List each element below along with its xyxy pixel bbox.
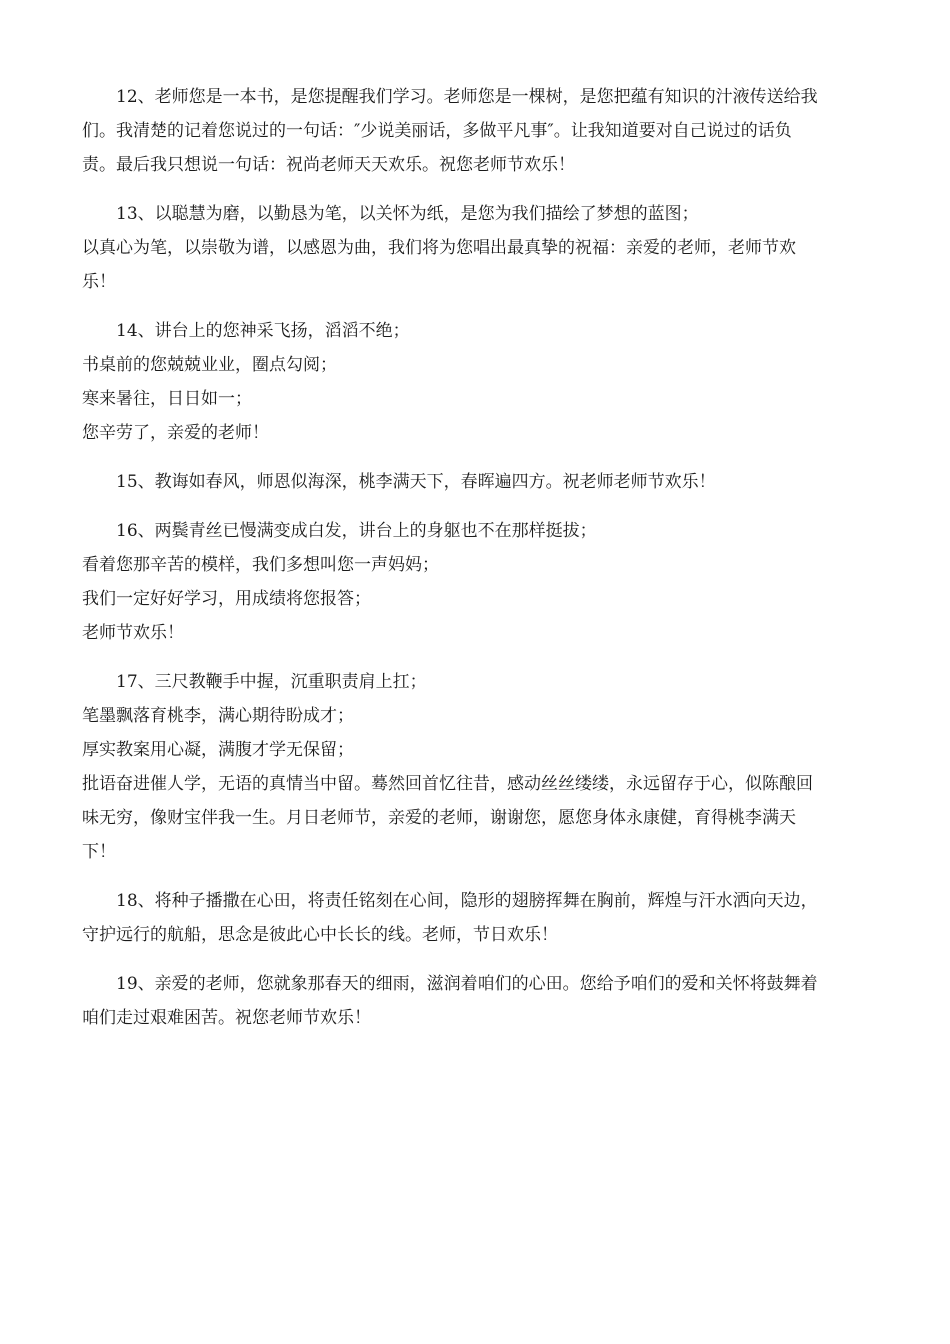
paragraph-line: 守护远行的航船，思念是彼此心中长长的线。老师，节日欢乐！ bbox=[82, 925, 558, 945]
paragraph-line: 寒来暑往，日日如一； bbox=[82, 389, 252, 409]
paragraph-19 bbox=[82, 967, 862, 1035]
paragraph-line: 15、教诲如春风，师恩似海深，桃李满天下，春晖遍四方。祝老师老师节欢乐！ bbox=[116, 472, 716, 492]
paragraph-line: 批语奋进催人学，无语的真情当中留。蓦然回首忆往昔，感动丝丝缕缕，永远留存于心，似陈酿回 bbox=[82, 774, 813, 794]
paragraph-line: 您辛劳了，亲爱的老师！ bbox=[82, 423, 269, 443]
paragraph-15 bbox=[82, 465, 862, 499]
paragraph-line: 乐！ bbox=[82, 272, 116, 292]
paragraph-line: 16、两鬓青丝已慢满变成白发，讲台上的身躯也不在那样挺拔； bbox=[116, 521, 597, 541]
paragraph-line: 老师节欢乐！ bbox=[82, 623, 184, 643]
paragraph-line: 17、三尺教鞭手中握，沉重职责肩上扛； bbox=[116, 672, 427, 692]
paragraph-line: 我们一定好好学习，用成绩将您报答； bbox=[82, 589, 371, 609]
paragraph-line: 以真心为笔，以崇敬为谱，以感恩为曲，我们将为您唱出最真挚的祝福：亲爱的老师，老师节欢 bbox=[82, 238, 796, 258]
paragraph-line: 18、将种子播撒在心田，将责任铭刻在心间，隐形的翅膀挥舞在胸前，辉煌与汗水洒向天边， bbox=[116, 891, 818, 911]
paragraph-line: 书桌前的您兢兢业业，圈点勾阅； bbox=[82, 355, 337, 375]
paragraph-16 bbox=[82, 514, 862, 650]
paragraph-line: 厚实教案用心凝，满腹才学无保留； bbox=[82, 740, 354, 760]
paragraph-13 bbox=[82, 197, 862, 299]
paragraph-line: 13、以聪慧为磨，以勤恳为笔，以关怀为纸，是您为我们描绘了梦想的蓝图； bbox=[116, 204, 699, 224]
paragraph-line: 味无穷，像财宝伴我一生。月日老师节，亲爱的老师，谢谢您，愿您身体永康健，育得桃李满天 bbox=[82, 808, 796, 828]
paragraph-line: 笔墨飘落育桃李，满心期待盼成才； bbox=[82, 706, 354, 726]
paragraph-line: 14、讲台上的您神采飞扬，滔滔不绝； bbox=[116, 321, 410, 341]
paragraph-line: 12、老师您是一本书，是您提醒我们学习。老师您是一棵树，是您把蕴有知识的汁液传送给我 bbox=[116, 87, 818, 107]
paragraph-line: 19、亲爱的老师，您就象那春天的细雨，滋润着咱们的心田。您给予咱们的爱和关怀将鼓舞着 bbox=[116, 974, 818, 994]
paragraph-18 bbox=[82, 884, 862, 952]
paragraph-line: 们。我清楚的记着您说过的一句话：″少说美丽话，多做平凡事″。让我知道要对自己说过的话负 bbox=[82, 121, 792, 141]
document-page bbox=[82, 80, 862, 1050]
paragraph-14 bbox=[82, 314, 862, 450]
paragraph-12 bbox=[82, 80, 862, 182]
paragraph-17 bbox=[82, 665, 862, 869]
paragraph-line: 咱们走过艰难困苦。祝您老师节欢乐！ bbox=[82, 1008, 371, 1028]
paragraph-line: 责。最后我只想说一句话：祝尚老师天天欢乐。祝您老师节欢乐！ bbox=[82, 155, 575, 175]
paragraph-line: 看着您那辛苦的模样，我们多想叫您一声妈妈； bbox=[82, 555, 439, 575]
paragraph-line: 下！ bbox=[82, 842, 116, 862]
